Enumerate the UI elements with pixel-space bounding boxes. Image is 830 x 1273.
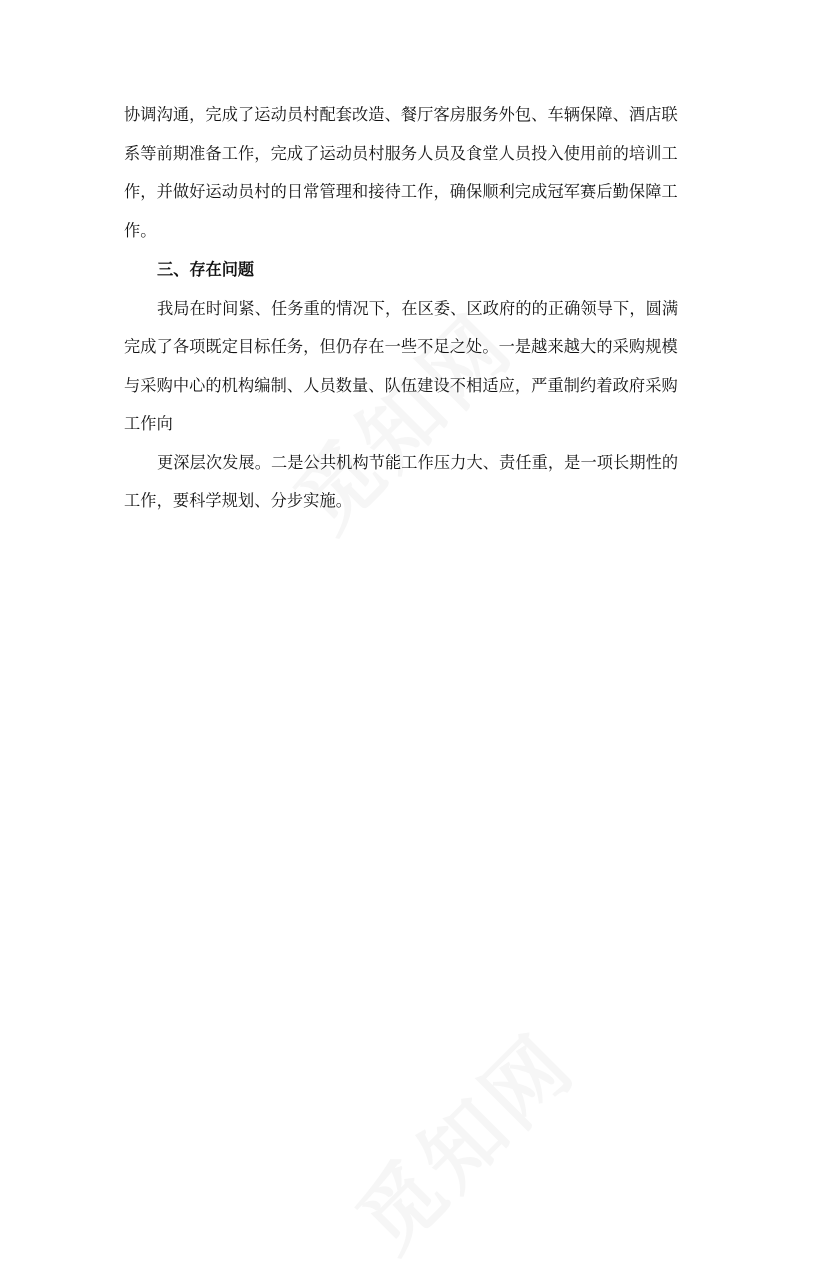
paragraph-line: 作。 [124,220,157,240]
paragraph-line: 与采购中心的机构编制、人员数量、队伍建设不相适应，严重制约着政府采购 [124,375,678,395]
document-body [124,96,714,521]
paragraph-line: 工作，要科学规划、分步实施。 [124,491,353,510]
paragraph-line: 系等前期准备工作，完成了运动员村服务人员及食堂人员投入使用前的培训工 [124,143,678,163]
paragraph-line: 完成了各项既定目标任务，但仍存在一些不足之处。一是越来越大的采购规模 [124,337,678,356]
body-paragraph [124,290,714,444]
body-paragraph [124,96,714,250]
paragraph-line: 我局在时间紧、任务重的情况下，在区委、区政府的的正确领导下，圆满 [157,298,679,318]
paragraph-line: 作，并做好运动员村的日常管理和接待工作，确保顺利完成冠军赛后勤保障工 [124,182,678,201]
paragraph-line: 协调沟通，完成了运动员村配套改造、餐厅客房服务外包、车辆保障、酒店联 [124,105,678,124]
paragraph-line: 更深层次发展。二是公共机构节能工作压力大、责任重，是一项长期性的 [157,452,679,472]
watermark [327,1004,596,1273]
body-paragraph [124,444,714,521]
section-heading: 三、存在问题 [157,260,255,279]
paragraph-line: 工作向 [124,414,173,433]
